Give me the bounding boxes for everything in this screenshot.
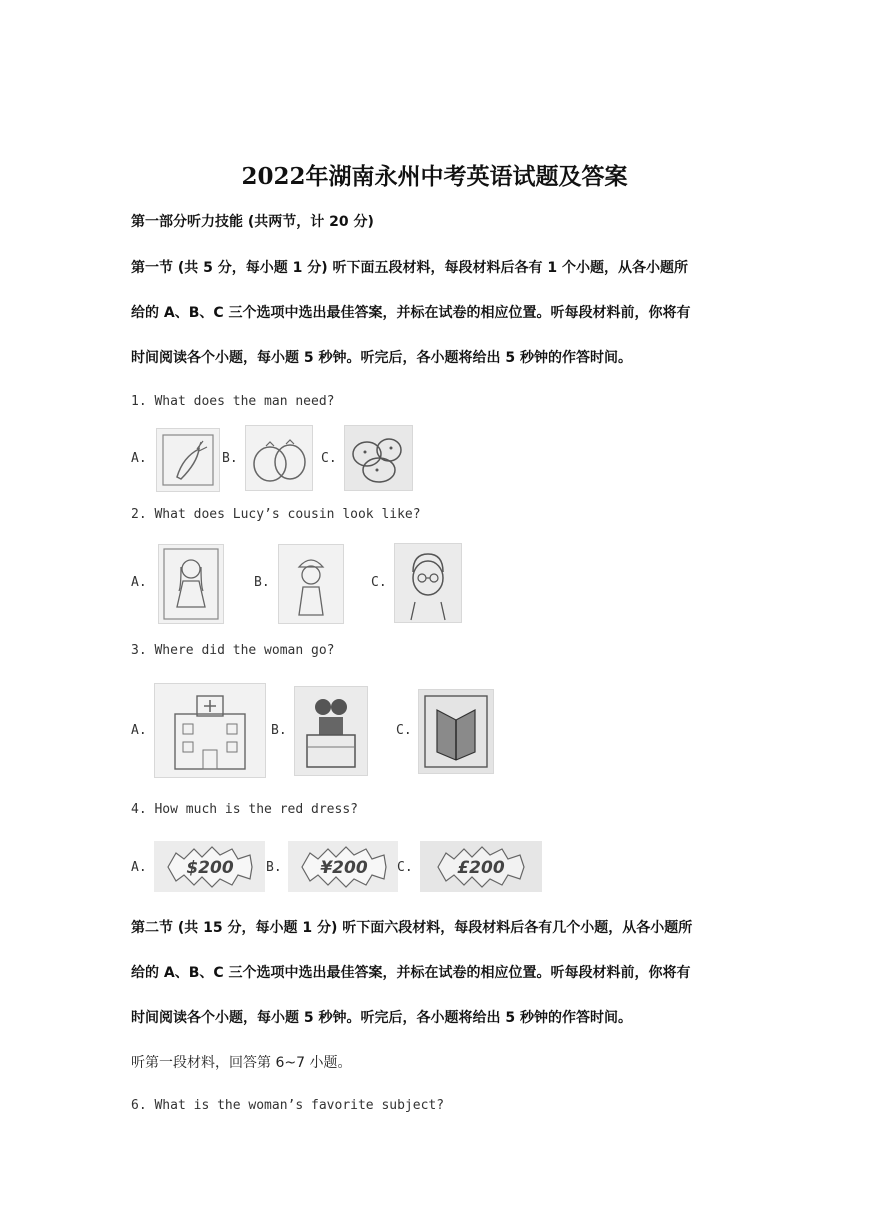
q1-option-b-label: B. xyxy=(222,451,238,466)
section1-line-2: 给的 A、B、C 三个选项中选出最佳答案，并标在试卷的相应位置。听每段材料前，你将有 xyxy=(131,305,691,321)
price-b-text: ¥200 xyxy=(320,858,368,878)
section2-line-1: 第二节 (共 15 分，每小题 1 分) 听下面六段材料，每段材料后各有几个小题，从各小题所 xyxy=(131,920,693,936)
carrot-icon xyxy=(156,428,220,492)
long-hair-girl-icon xyxy=(158,544,224,624)
price-tag-yuan xyxy=(288,841,398,892)
q3-option-a-label: A. xyxy=(131,723,147,738)
q4-option-a-label: A. xyxy=(131,860,147,875)
question-6: 6. What is the woman’s favorite subject? xyxy=(131,1098,445,1113)
q3-option-c-label: C. xyxy=(396,723,412,738)
section2-line-2: 给的 A、B、C 三个选项中选出最佳答案，并标在试卷的相应位置。听每段材料前，你将有 xyxy=(131,965,691,981)
bookstore-icon xyxy=(418,689,494,774)
q4-option-c-label: C. xyxy=(397,860,413,875)
price-a-text: $200 xyxy=(186,858,234,878)
q1-option-c-label: C. xyxy=(321,451,337,466)
hat-girl-icon xyxy=(278,544,344,624)
q1-option-a-label: A. xyxy=(131,451,147,466)
glasses-boy-icon xyxy=(394,543,462,623)
section1-line-3: 时间阅读各个小题，每小题 5 秒钟。听完后，各小题将给出 5 秒钟的作答时间。 xyxy=(131,350,632,366)
tomato-icon xyxy=(245,425,313,491)
question-1: 1. What does the man need? xyxy=(131,394,335,409)
q2-option-c-label: C. xyxy=(371,575,387,590)
q2-option-a-label: A. xyxy=(131,575,147,590)
q3-option-b-label: B. xyxy=(271,723,287,738)
section1-line-1: 第一节 (共 5 分，每小题 1 分) 听下面五段材料，每段材料后各有 1 个小题，从各小题所 xyxy=(131,260,689,276)
q4-option-b-label: B. xyxy=(266,860,282,875)
price-tag-pound xyxy=(420,841,542,892)
potato-icon xyxy=(344,425,413,491)
listening-instruction: 听第一段材料，回答第 6~7 小题。 xyxy=(131,1055,352,1071)
page-title: 2022年湖南永州中考英语试题及答案 xyxy=(241,163,628,190)
hospital-icon xyxy=(154,683,266,778)
question-3: 3. Where did the woman go? xyxy=(131,643,335,658)
price-c-text: £200 xyxy=(457,858,505,878)
q2-option-b-label: B. xyxy=(254,575,270,590)
cinema-icon xyxy=(294,686,368,776)
price-tag-dollar xyxy=(154,841,265,892)
question-2: 2. What does Lucy’s cousin look like? xyxy=(131,507,421,522)
part1-heading: 第一部分听力技能 (共两节，计 20 分) xyxy=(131,214,374,230)
question-4: 4. How much is the red dress? xyxy=(131,802,358,817)
section2-line-3: 时间阅读各个小题，每小题 5 秒钟。听完后，各小题将给出 5 秒钟的作答时间。 xyxy=(131,1010,632,1026)
